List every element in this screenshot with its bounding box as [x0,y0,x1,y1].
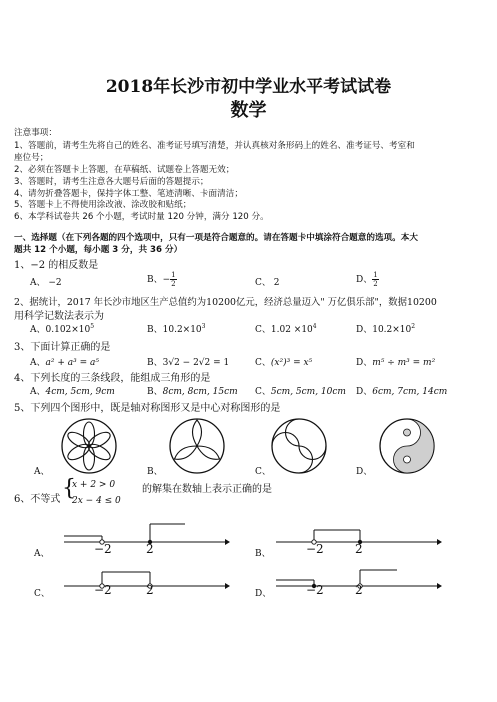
q2-stem-line1: 2、据统计，2017 年长沙市地区生产总值约为10200亿元，经济总量迈入" 万亿俱乐部"，数据10200 [14,297,437,308]
section-heading-line2: 题共 12 个小题，每小题 3 分，共 36 分） [14,245,183,255]
q4-option-c: C、5cm, 5cm, 10cm [255,387,346,397]
q2-option-d: D、$10.2\times 10^2$ [356,323,416,335]
q6-stem-post: 的解集在数轴上表示正确的是 [142,484,272,495]
q3-option-b: B、3√2 − 2√2 = 1 [147,358,230,368]
q4-stem: 4、下列长度的三条线段，能组成三角形的是 [14,373,211,384]
subject-title: 数学 [230,100,267,121]
figure-d-yin-yang [378,417,436,475]
q1-option-c [255,275,280,288]
q6-stem-pre: 6、不等式 [14,494,61,505]
q5-option-c-label: C、 [255,467,271,477]
q3-stem: 3、下面计算正确的是 [14,342,111,353]
q5-option-d-label: D、 [356,467,373,477]
notes-heading: 注意事项： [14,128,57,138]
q6-inequality-1: x + 2 > 0 [72,480,116,490]
option-text: 2 [273,278,280,288]
q5-option-b-label: B、 [147,467,163,477]
tick-label-2: 2 [146,542,154,556]
figure-b-three-leaf [168,417,226,475]
tick-label-2: 2 [355,542,363,556]
q6-option-a-label: A、 [34,549,50,559]
note-item: 4、请勿折叠答题卡，保持字体工整、笔迹清晰、卡面清洁； [14,189,243,199]
q4-option-b: B、8cm, 8cm, 15cm [147,387,238,397]
fraction: $\frac{1}{2}$ [373,271,378,288]
number-line-c [60,566,230,602]
q6-option-c-label: C、 [34,589,50,599]
section-heading-line1: 一、选择题（在下列各题的四个选项中，只有一项是符合题意的。请在答题卡中填涂符合题意的选项。本大 [14,233,418,243]
note-item: 3、答题时，请考生注意各大题号后面的答题提示； [14,177,209,187]
note-item: 5、答题卡上不得使用涂改液、涂改胶和贴纸； [14,200,192,210]
note-item: 2、必须在答题卡上答题，在草稿纸、试题卷上答题无效； [14,165,235,175]
q3-option-c: C、(x²)³ = x⁵ [255,358,313,368]
option-text: −2 [48,278,62,288]
option-label: A、 [30,278,46,288]
option-sign: − [162,275,171,285]
q6-option-d-label: D、 [255,589,272,599]
q4-option-d: D、6cm, 7cm, 14cm [356,387,448,397]
fraction: $\frac{1}{2}$ [171,271,176,288]
option-label: C、 [255,278,271,288]
q3-option-a: A、a² + a³ = a⁵ [30,358,99,368]
q5-stem: 5、下列四个图形中，既是轴对称图形又是中心对称图形的是 [14,403,281,414]
number-line-a [60,522,230,558]
tick-label-neg2: −2 [94,542,112,556]
tick-label-neg2: −2 [306,542,324,556]
note-item: 座位号； [14,153,49,163]
q1-option-b [147,271,177,288]
tick-label-2: 2 [355,583,363,597]
tick-label-neg2: −2 [94,583,112,597]
system-brace: { [62,476,76,501]
tick-label-2: 2 [146,583,154,597]
q6-option-b-label: B、 [255,549,271,559]
option-label: D、 [356,275,373,285]
note-item: 6、本学科试卷共 26 个小题，考试时量 120 分钟，满分 120 分。 [14,212,269,222]
option-label: B、 [147,275,163,285]
q1-stem: 1、−2 的相反数是 [14,260,99,271]
figure-a-flower [60,417,118,475]
q4-option-a: A、4cm, 5cm, 9cm [30,387,115,397]
q2-option-c: C、$1.02 \times 10^4$ [255,323,317,335]
page-title: 2018年长沙市初中学业水平考试试卷 [105,77,392,97]
q2-option-a: A、$0.102\times 10^5$ [30,323,95,335]
q1-option-a [30,275,62,288]
q5-option-a-label: A、 [34,467,50,477]
q6-inequality-2: 2x − 4 ≤ 0 [72,496,121,506]
tick-label-neg2: −2 [306,583,324,597]
q2-stem-line2: 用科学记数法表示为 [14,311,104,322]
q1-option-d [356,271,379,288]
figure-c-swirl [270,417,328,475]
q2-option-b: B、$10.2\times 10^3$ [147,323,206,335]
q3-option-d: D、m⁵ ÷ m³ = m² [356,358,436,368]
note-item: 1、答题前，请考生先将自己的姓名、准考证号填写清楚，并认真核对条形码上的姓名、准考证号、考室和 [14,141,415,151]
